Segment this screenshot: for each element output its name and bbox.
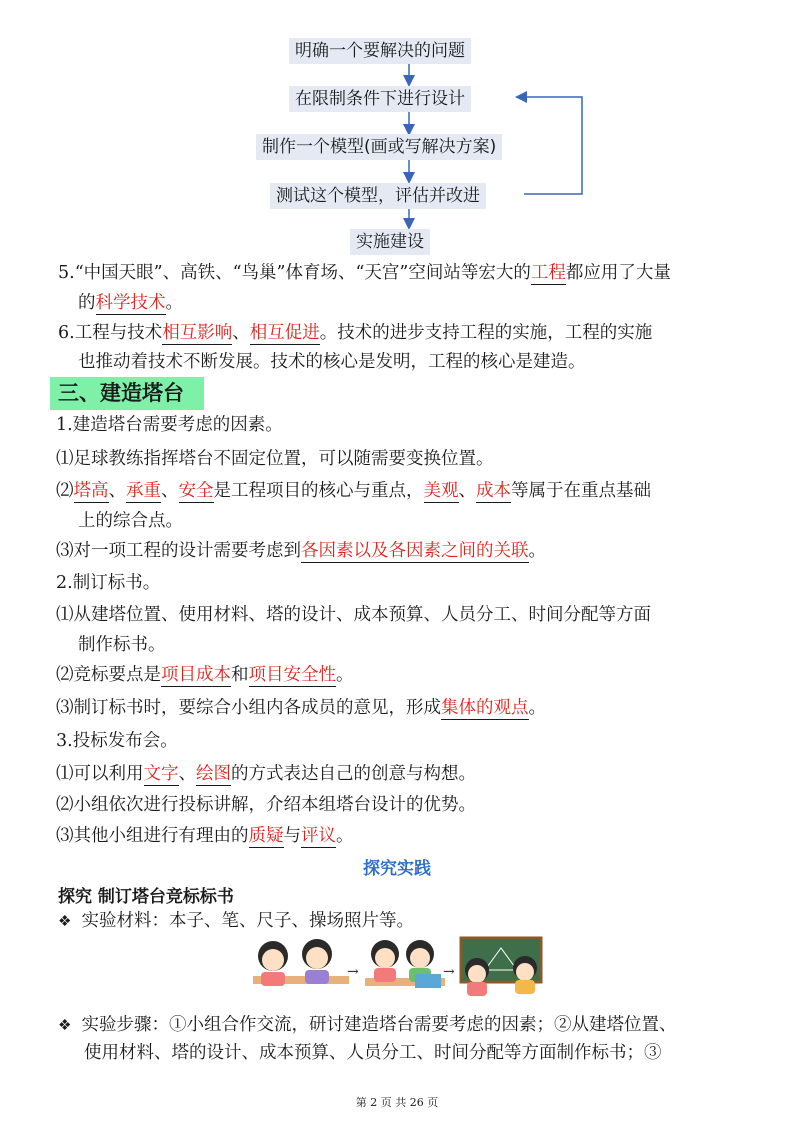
item-2-1-line-2: 制作标书。 <box>78 635 166 655</box>
text: ⑵ <box>56 481 74 501</box>
text: 、 <box>232 323 250 343</box>
flow-step-1: 明确一个要解决的问题 <box>289 38 471 64</box>
item-1: 1.建造塔台需要考虑的因素。 <box>56 415 283 435</box>
text: ⑶对一项工程的设计需要考虑到 <box>56 541 301 561</box>
answer-blank: 成本 <box>476 481 511 501</box>
item-3-2: ⑵小组依次进行投标讲解，介绍本组塔台设计的优势。 <box>56 795 476 815</box>
steps-line-1 <box>58 1012 676 1038</box>
text: 都应用了大量 <box>565 263 671 283</box>
text: 是工程项目的核心与重点， <box>213 481 424 501</box>
paragraph-5-line-2 <box>78 290 183 316</box>
feedback-arrow-icon <box>518 97 582 194</box>
answer-blank: 相互影响 <box>162 323 233 343</box>
item-2: 2.制订标书。 <box>56 573 161 593</box>
item-3-1 <box>56 761 476 787</box>
text: 等属于在重点基础 <box>511 481 651 501</box>
practice-subtitle: 探究 制订塔台竞标标书 <box>58 887 234 907</box>
flow-step-2: 在限制条件下进行设计 <box>289 86 471 112</box>
text: 。技术的进步支持工程的实施，工程的实施 <box>319 323 653 343</box>
item-1-1: ⑴足球教练指挥塔台不固定位置，可以随需要变换位置。 <box>56 449 494 469</box>
answer-blank: 美观 <box>423 481 459 501</box>
steps-line-2: 使用材料、塔的设计、成本预算、人员分工、时间分配等方面制作标书；③ <box>84 1043 662 1063</box>
answer-blank: 塔高 <box>73 481 109 501</box>
diamond-bullet-icon: ❖ <box>58 912 72 930</box>
text: ⑴可以利用 <box>56 764 144 784</box>
item-3-3 <box>56 823 354 849</box>
answer-blank: 各因素以及各因素之间的关联 <box>301 541 529 561</box>
text: ⑶制订标书时，要综合小组内各成员的意见，形成 <box>56 698 441 718</box>
answer-blank: 绘图 <box>196 764 231 784</box>
answer-blank: 科学技术 <box>95 293 166 313</box>
text: ⑵竞标要点是 <box>56 665 161 685</box>
text: 的方式表达自己的创意与构想。 <box>231 764 476 784</box>
text: 实验步骤：①小组合作交流，研讨建造塔台需要考虑的因素；②从建塔位置、 <box>81 1015 677 1035</box>
answer-blank: 质疑 <box>248 826 284 846</box>
flow-step-5: 实施建设 <box>350 229 430 255</box>
text: 与 <box>283 826 301 846</box>
section-heading: 三、建造塔台 <box>50 377 204 410</box>
text: 。 <box>528 541 546 561</box>
arrow-right-icon: → <box>443 964 455 980</box>
item-3: 3.投标发布会。 <box>56 731 178 751</box>
answer-blank: 项目成本 <box>161 665 231 685</box>
text: 5.“中国天眼”、高铁、“鸟巢”体育场、“天宫”空间站等宏大的 <box>58 263 531 283</box>
practice-title: 探究实践 <box>363 859 431 879</box>
answer-blank: 集体的观点 <box>441 698 529 718</box>
answer-blank: 工程 <box>530 263 566 283</box>
text: 、 <box>178 764 196 784</box>
text: 6.工程与技术 <box>58 323 163 343</box>
paragraph-6-line-2: 也推动着技术不断发展。技术的核心是发明，工程的核心是建造。 <box>78 352 586 372</box>
text: 的 <box>78 293 96 313</box>
text: 、 <box>161 481 179 501</box>
diamond-bullet-icon: ❖ <box>58 1016 72 1034</box>
text: 。 <box>165 293 183 313</box>
item-1-3 <box>56 538 546 564</box>
text: 、 <box>108 481 126 501</box>
paragraph-5-line-1 <box>58 260 671 286</box>
answer-blank: 项目安全性 <box>248 665 336 685</box>
flow-step-3: 制作一个模型(画或写解决方案) <box>256 134 502 160</box>
text: 。 <box>336 665 354 685</box>
item-1-2-line-1 <box>56 478 651 504</box>
item-2-3 <box>56 695 546 721</box>
item-2-2 <box>56 662 354 688</box>
text: 和 <box>231 665 249 685</box>
answer-blank: 安全 <box>178 481 214 501</box>
answer-blank: 评议 <box>301 826 336 846</box>
paragraph-6-line-1 <box>58 320 652 346</box>
answer-blank: 承重 <box>126 481 161 501</box>
item-2-1-line-1: ⑴从建塔位置、使用材料、塔的设计、成本预算、人员分工、时间分配等方面 <box>56 605 651 625</box>
page-footer: 第 2 页 共 26 页 <box>355 1096 439 1109</box>
students-illustration <box>245 934 545 1000</box>
answer-blank: 相互促进 <box>249 323 320 343</box>
text: 实验材料：本子、笔、尺子、操场照片等。 <box>81 911 414 931</box>
arrow-right-icon: → <box>347 964 359 980</box>
text: 。 <box>528 698 546 718</box>
materials-line <box>58 908 414 934</box>
item-1-2-line-2: 上的综合点。 <box>78 511 183 531</box>
text: 。 <box>336 826 354 846</box>
answer-blank: 文字 <box>143 764 179 784</box>
text: 、 <box>458 481 476 501</box>
flow-step-4: 测试这个模型，评估并改进 <box>270 183 486 209</box>
text: ⑶其他小组进行有理由的 <box>56 826 249 846</box>
